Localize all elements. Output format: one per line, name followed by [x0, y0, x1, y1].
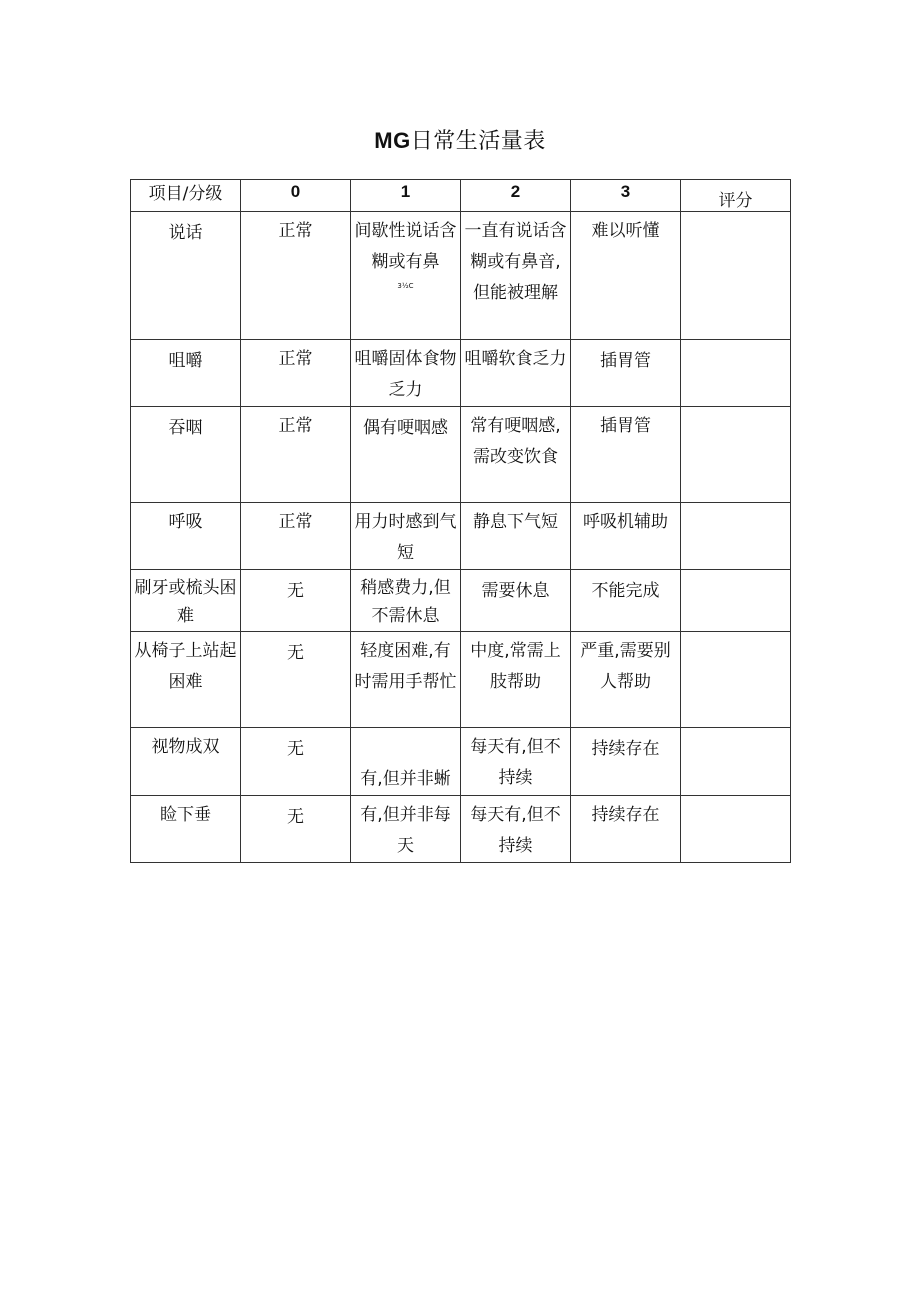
- header-grade-3: 3: [571, 180, 681, 212]
- grade0-cell: 无: [241, 632, 351, 728]
- table-row: [131, 407, 791, 503]
- grade0-cell: 正常: [241, 503, 351, 570]
- grade0-cell: 无: [241, 796, 351, 863]
- grade2-cell: 咀嚼软食乏力: [461, 340, 571, 407]
- grade0-cell: 无: [241, 728, 351, 796]
- grade3-cell: 不能完成: [571, 570, 681, 632]
- header-score: 评分: [681, 180, 791, 212]
- grade1-cell: 轻度困难,有时需用手帮忙: [351, 632, 461, 728]
- score-cell[interactable]: [681, 632, 791, 728]
- title-text: 日常生活量表: [410, 129, 546, 154]
- grade1-cell: 咀嚼固体食物乏力: [351, 340, 461, 407]
- item-cell: 从椅子上站起困难: [131, 632, 241, 728]
- item-cell: 视物成双: [131, 728, 241, 796]
- table-row: [131, 570, 791, 632]
- grade2-cell: 一直有说话含糊或有鼻音,但能被理解: [461, 212, 571, 340]
- item-cell: 说话: [131, 212, 241, 340]
- grade3-cell: 插胃管: [571, 340, 681, 407]
- header-grade-1: 1: [351, 180, 461, 212]
- grade1-cell: 偶有哽咽感: [351, 407, 461, 503]
- grade0-cell: 无: [241, 570, 351, 632]
- grade2-cell: 每天有,但不持续: [461, 728, 571, 796]
- grade2-cell: 常有哽咽感,需改变饮食: [461, 407, 571, 503]
- grade1-text: 间歇性说话含糊或有鼻: [354, 221, 457, 272]
- grade3-cell: 严重,需要别人帮助: [571, 632, 681, 728]
- grade0-cell: 正常: [241, 407, 351, 503]
- grade1-cell: 用力时感到气短: [351, 503, 461, 570]
- item-cell: 刷牙或梳头困难: [131, 570, 241, 632]
- grade1-cell: 有,但并非蜥: [351, 728, 461, 796]
- grade2-cell: 需要休息: [461, 570, 571, 632]
- grade1-cell: 稍感费力,但不需休息: [351, 570, 461, 632]
- score-cell[interactable]: [681, 407, 791, 503]
- header-grade-0: 0: [241, 180, 351, 212]
- grade3-cell: 持续存在: [571, 796, 681, 863]
- item-cell: 睑下垂: [131, 796, 241, 863]
- mg-adl-table: [130, 179, 791, 863]
- header-grade-2: 2: [461, 180, 571, 212]
- grade0-cell: 正常: [241, 340, 351, 407]
- table-row: [131, 632, 791, 728]
- item-cell: 呼吸: [131, 503, 241, 570]
- grade2-cell: 每天有,但不持续: [461, 796, 571, 863]
- grade0-cell: 正常: [241, 212, 351, 340]
- score-cell[interactable]: [681, 340, 791, 407]
- table-row: [131, 728, 791, 796]
- score-cell[interactable]: [681, 212, 791, 340]
- grade3-cell: 难以听懂: [571, 212, 681, 340]
- header-item-grade: 项目/分级: [131, 180, 241, 212]
- grade3-cell: 呼吸机辅助: [571, 503, 681, 570]
- item-cell: 吞咽: [131, 407, 241, 503]
- score-cell[interactable]: [681, 796, 791, 863]
- table-row: [131, 340, 791, 407]
- grade1-cell: 有,但并非每天: [351, 796, 461, 863]
- score-cell[interactable]: [681, 728, 791, 796]
- score-cell[interactable]: [681, 570, 791, 632]
- item-cell: 咀嚼: [131, 340, 241, 407]
- table-row: [131, 503, 791, 570]
- grade2-cell: 中度,常需上肢帮助: [461, 632, 571, 728]
- table-row: [131, 212, 791, 340]
- page-title: [0, 124, 920, 155]
- grade1-note: 3½C: [397, 282, 414, 290]
- grade1-cell: [351, 212, 461, 340]
- title-prefix: MG: [374, 128, 411, 153]
- grade3-cell: 插胃管: [571, 407, 681, 503]
- grade2-cell: 静息下气短: [461, 503, 571, 570]
- score-cell[interactable]: [681, 503, 791, 570]
- grade3-cell: 持续存在: [571, 728, 681, 796]
- table-row: [131, 796, 791, 863]
- header-row: [131, 180, 791, 212]
